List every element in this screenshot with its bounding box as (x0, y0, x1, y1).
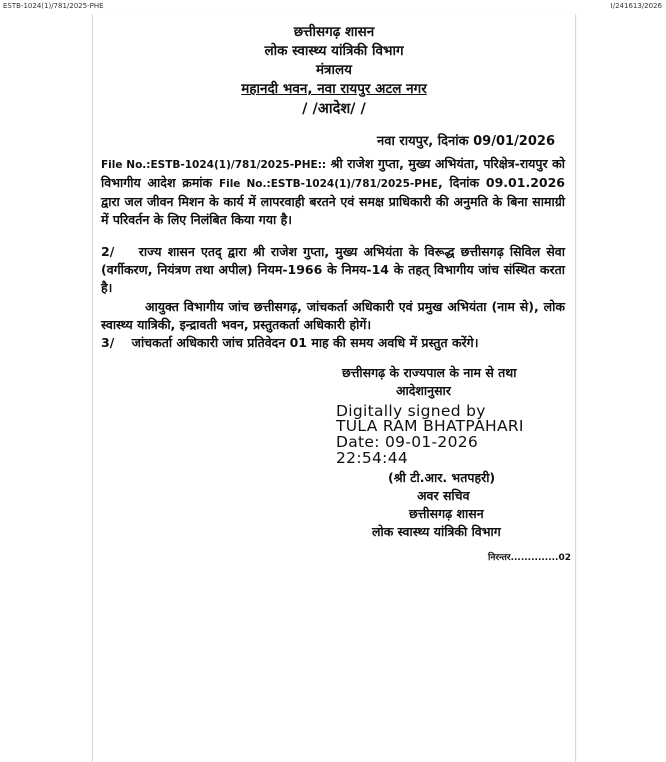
paragraph-3: आयुक्त विभागीय जांच छत्तीसगढ़, जांचकर्ता अधिकारी एवं प्रमुख अभियंता (नाम से), लोक स्वास्थ्य यात्रिकी, इन्द्रावती भवन, प्रस्तुतकर्ता अधिकारी होगें। (101, 299, 565, 332)
file-reference-2: File No.:ESTB-1024(1)/781/2025-PHE (218, 178, 438, 190)
department-title: लोक स्वास्थ्य यांत्रिकी विभाग (264, 43, 404, 59)
file-reference: File No.:ESTB-1024(1)/781/2025-PHE:: (101, 159, 327, 171)
paragraph-2: 2/ राज्य शासन एतद् द्वारा श्री राजेश गुप्ता, मुख्य अभियंता के विरूद्ध छत्तीसगढ़ सिविल सेवा (वर्गीकरण, नियंत्रण तथा अपील) नियम-1966 के निमय-14 के तहत् विभागीय जांच संस्थित करता है। (101, 244, 570, 295)
governor-order-line: छत्तीसगढ़ के राज्यपाल के नाम से तथा (342, 365, 517, 380)
signatory-govt: छत्तीसगढ़ शासन (409, 506, 484, 521)
digital-signature-time: 22:54:44 (336, 449, 409, 467)
continuation-note: निरन्तर..............02 (488, 553, 571, 563)
receipt-number-header: I/241613/2026 (610, 2, 662, 10)
paragraph-1-text-a: श्री राजेश गुप्ता, मुख्य अभियंता, परिक्षेत्र-रायपुर को विभागीय आदेश क्रमांक (101, 156, 565, 190)
digital-signature-date: Date: 09-01-2026 (336, 433, 479, 451)
paragraph-1 (101, 155, 565, 229)
signatory-designation: अवर सचिव (417, 488, 470, 503)
signatory-department: लोक स्वास्थ्य यांत्रिकी विभाग (372, 524, 501, 539)
address-title: महानदी भवन, नवा रायपुर अटल नगर (241, 81, 427, 97)
signatory-name: (श्री टी.आर. भतपहरी) (388, 470, 496, 485)
by-order-line: आदेशानुसार (396, 383, 451, 398)
paragraph-4: 3/ जांचकर्ता अधिकारी जांच प्रतिवेदन 01 माह की समय अवधि में प्रस्तुत करेंगे। (101, 335, 479, 350)
digital-signature-line1: Digitally signed by (336, 402, 486, 420)
document-page (92, 14, 576, 762)
govt-title: छत्तीसगढ़ शासन (293, 24, 375, 40)
file-number-header: ESTB-1024(1)/781/2025-PHE (3, 2, 104, 10)
paragraph-1-text-b: , दिनांक 09.01.2026 द्वारा जल जीवन मिशन के कार्य में लापरवाही बरतने एवं समक्ष प्राधिकारी की अनुमति के बिना सामाग्री में परिवर्तन के लिए निलंबित किया गया है। (101, 175, 565, 227)
ministry-title: मंत्रालय (315, 62, 352, 78)
document-header-bar (0, 0, 666, 12)
order-date: नवा रायपुर, दिनांक 09/01/2026 (377, 134, 555, 149)
order-title: / /आदेश/ / (302, 101, 366, 117)
digital-signature-name: TULA RAM BHATPAHARI (336, 417, 524, 435)
